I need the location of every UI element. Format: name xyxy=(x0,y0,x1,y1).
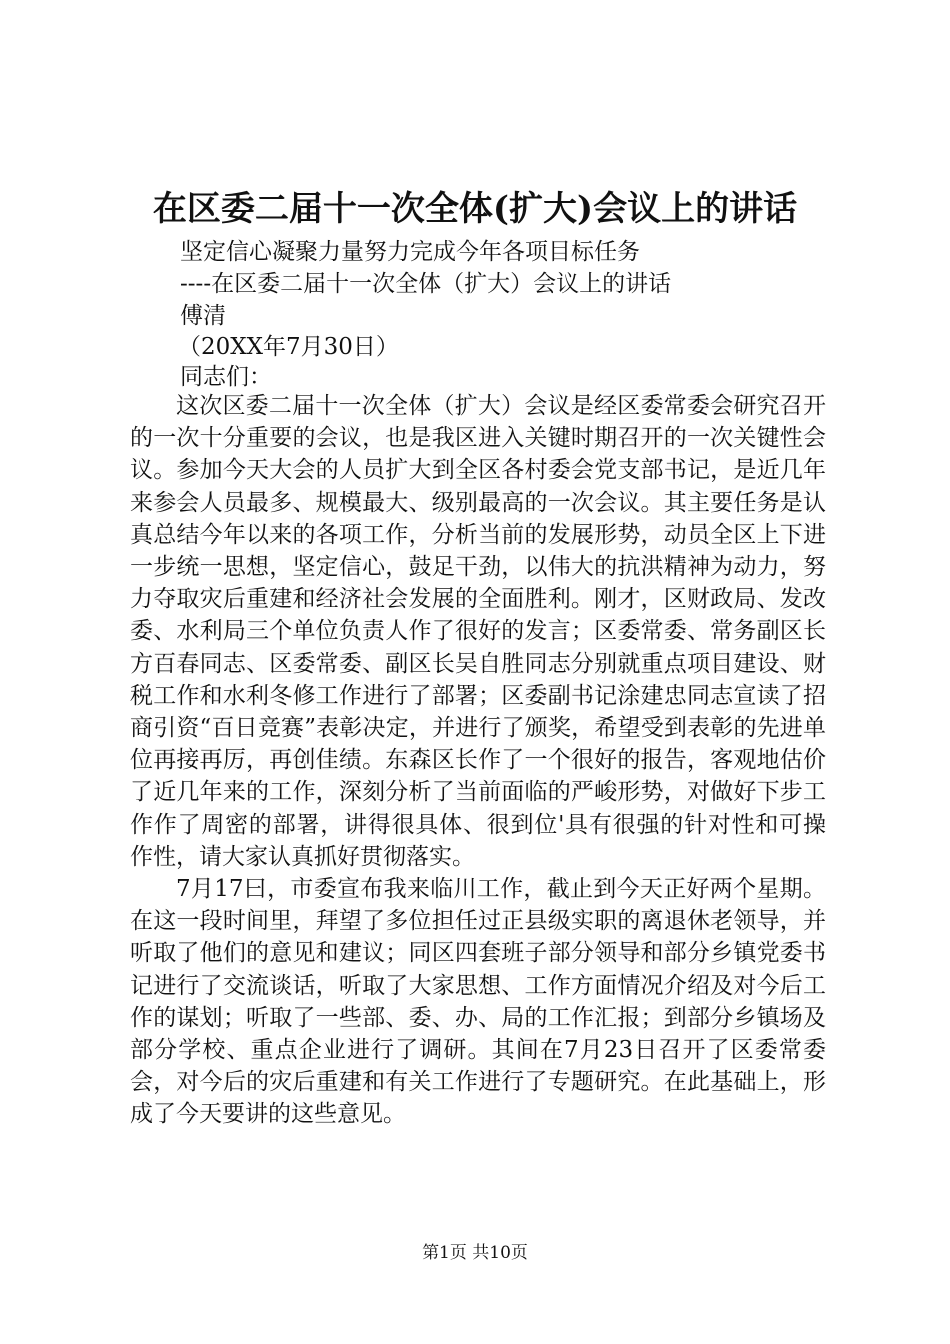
document-subtitle-line2: ----在区委二届十一次全体（扩大）会议上的讲话 xyxy=(180,271,672,297)
body-paragraph: 这次区委二届十一次全体（扩大）会议是经区委常委会研究召开的一次十分重要的会议，也是我区进入关键时期召开的一次关键性会议。参加今天大会的人员扩大到全区各村委会党支部书记，是近几年来参会人员最多、规模最大、级别最高的一次会议。其主要任务是认真总结今年以来的各项工作，分析当前的发展形势，动员全区上下进一步统一思想，坚定信心，鼓足干劲，以伟大的抗洪精神为动力，努力夺取灾后重建和经济社会发展的全面胜利。刚才，区财政局、发改委、水利局三个单位负责人作了很好的发言；区委常委、常务副区长方百春同志、区委常委、副区长吴自胜同志分别就重点项目建设、财税工作和水利冬修工作进行了部署；区委副书记涂建忠同志宣读了招商引资“百日竞赛”表彰决定，并进行了颁奖，希望受到表彰的先进单位再接再厉，再创佳绩。东森区长作了一个很好的报告，客观地估价了近几年来的工作，深刻分析了当前面临的严峻形势，对做好下步工作作了周密的部署，讲得很具体、很到位'具有很强的针对性和可操作性，请大家认真抓好贯彻落实。 xyxy=(130,393,826,870)
document-body xyxy=(130,390,826,1131)
document-subtitle: 坚定信心凝聚力量努力完成今年各项目标任务 xyxy=(180,239,640,265)
page-number-footer: 第1页 共10页 xyxy=(422,1243,528,1263)
document-title: 在区委二届十一次全体(扩大)会议上的讲话 xyxy=(152,189,798,229)
body-paragraph: 7月17曰，市委宣布我来临川工作，截止到今天正好两个星期。在这一段时间里，拜望了多位担任过正县级实职的离退休老领导，并听取了他们的意见和建议；同区四套班子部分领导和部分乡镇党委书记进行了交流谈话，听取了大家思想、工作方面情况介绍及对今后工作的谋划；听取了一些部、委、办、局的工作汇报；到部分乡镇场及部分学校、重点企业进行了调研。其间在7月23日召开了区委常委会，对今后的灾后重建和有关工作进行了专题研究。在此基础上，形成了今天要讲的这些意见。 xyxy=(130,876,826,1128)
author-name: 傅清 xyxy=(180,303,226,329)
salutation: 同志们： xyxy=(180,364,272,390)
speech-date: （20XX年7月30日） xyxy=(178,334,399,360)
